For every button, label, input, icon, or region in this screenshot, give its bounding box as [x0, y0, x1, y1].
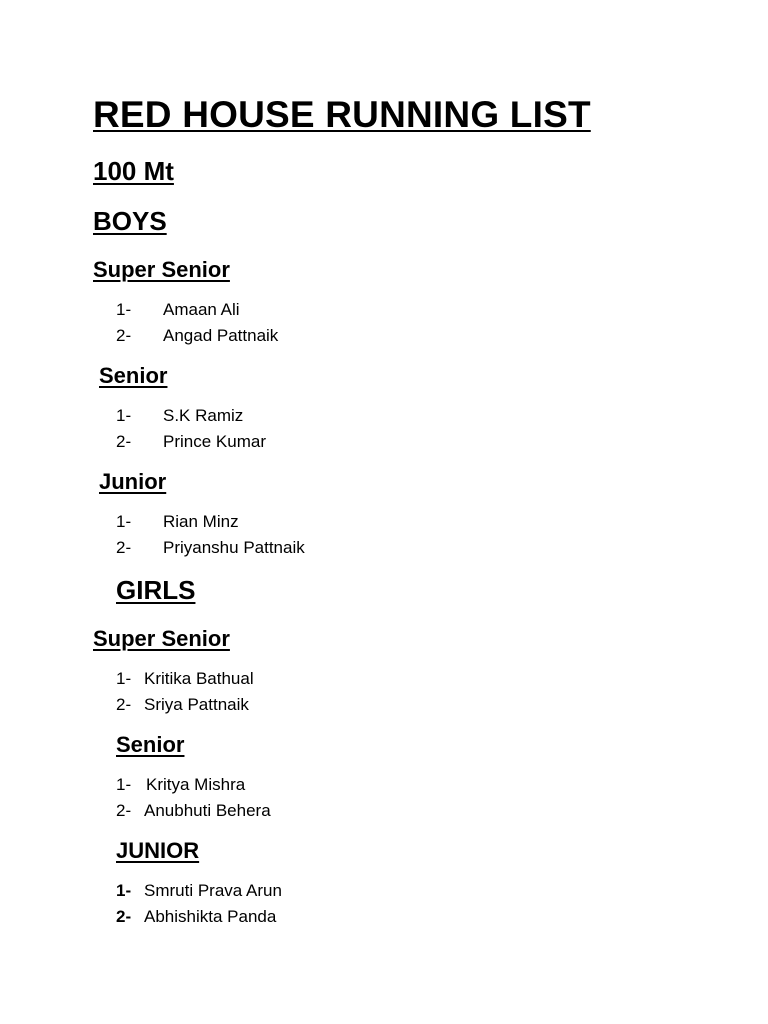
girls-super-senior-entry-2-name: Sriya Pattnaik — [144, 695, 249, 714]
girls-junior-entry-1-number: 1- — [116, 881, 132, 900]
girls-super-senior-heading: Super Senior — [93, 626, 230, 651]
girls-senior-heading: Senior — [116, 732, 185, 757]
event-heading: 100 Mt — [93, 156, 174, 186]
boys-junior-entry-2-number: 2- — [116, 538, 132, 557]
girls-super-senior-entry-2-number: 2- — [116, 695, 132, 714]
boys-junior-entry-1-name: Rian Minz — [163, 512, 239, 531]
boys-junior-entry-1-number: 1- — [116, 512, 132, 531]
boys-super-senior-entry-2-number: 2- — [116, 326, 132, 345]
boys-heading: BOYS — [93, 206, 167, 236]
boys-super-senior-heading: Super Senior — [93, 257, 230, 282]
girls-senior-entry-2-name: Anubhuti Behera — [144, 801, 271, 820]
girls-junior-entry-1-name: Smruti Prava Arun — [144, 881, 282, 900]
girls-junior-heading: JUNIOR — [116, 838, 200, 863]
boys-junior-entry-2-name: Priyanshu Pattnaik — [163, 538, 305, 557]
boys-senior-entry-2-number: 2- — [116, 432, 132, 451]
girls-junior-entry-2-name: Abhishikta Panda — [144, 907, 277, 926]
boys-senior-entry-2-name: Prince Kumar — [163, 432, 266, 451]
boys-super-senior-entry-1-number: 1- — [116, 300, 132, 319]
girls-junior-entry-2-number: 2- — [116, 907, 132, 926]
boys-senior-entry-1-number: 1- — [116, 406, 132, 425]
girls-senior-entry-2-number: 2- — [116, 801, 132, 820]
boys-junior-heading: Junior — [99, 469, 167, 494]
boys-senior-heading: Senior — [99, 363, 168, 388]
boys-super-senior-entry-2-name: Angad Pattnaik — [163, 326, 279, 345]
girls-heading: GIRLS — [116, 575, 196, 605]
girls-super-senior-entry-1-name: Kritika Bathual — [144, 669, 254, 688]
girls-senior-entry-1-name: Kritya Mishra — [146, 775, 246, 794]
girls-senior-entry-1-number: 1- — [116, 775, 132, 794]
girls-super-senior-entry-1-number: 1- — [116, 669, 132, 688]
boys-super-senior-entry-1-name: Amaan Ali — [163, 300, 240, 319]
boys-senior-entry-1-name: S.K Ramiz — [163, 406, 244, 425]
document-title: RED HOUSE RUNNING LIST — [93, 94, 591, 135]
